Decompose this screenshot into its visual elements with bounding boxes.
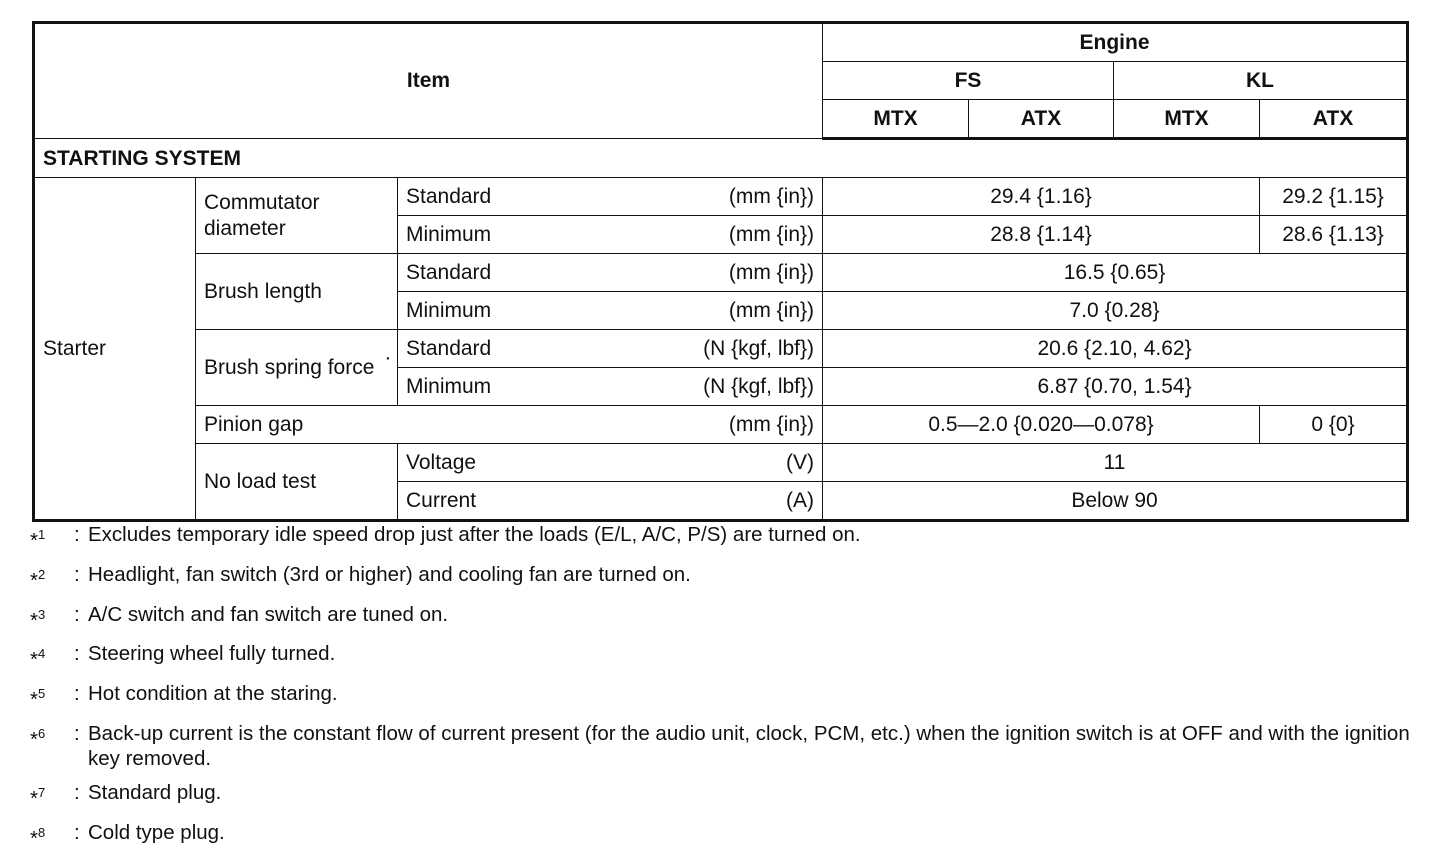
footnote [30, 522, 1430, 553]
footnote [30, 780, 1430, 811]
colon: : [74, 820, 80, 844]
footnote-number: 1 [37, 527, 46, 542]
spec-type-cell [398, 368, 823, 406]
footnote-text: Standard plug. [88, 781, 222, 805]
spec-value: 20.6 {2.10, 4.62} [823, 330, 1408, 368]
spec-value-kl-atx: 0 {0} [1260, 406, 1408, 444]
footnote-number: 4 [37, 646, 46, 662]
table-row [34, 444, 1408, 482]
footnote-text: A/C switch and fan switch are tuned on. [88, 602, 449, 626]
spec-type: Current [406, 488, 477, 512]
pinion-gap-label: Pinion gap [204, 412, 304, 436]
spec-value: 0.5—2.0 {0.020—0.078} [823, 406, 1260, 444]
section-title: STARTING SYSTEM [34, 139, 1408, 178]
colon: : [74, 722, 80, 746]
engine-header: Engine [823, 23, 1408, 62]
colon: : [74, 602, 80, 626]
footnote [30, 820, 1430, 851]
footnote-mark [30, 562, 74, 593]
footnote-text: Steering wheel fully turned. [88, 642, 336, 666]
fs-header: FS [823, 62, 1114, 100]
spec-type-cell [398, 330, 823, 368]
footnote-mark [30, 780, 74, 811]
spec-value-kl-atx: 29.2 {1.15} [1260, 178, 1408, 216]
footnote-text: Hot condition at the staring. [88, 682, 338, 706]
brush-length-label: Brush length [196, 254, 398, 330]
starter-label: Starter [34, 178, 196, 521]
colon: : [74, 642, 80, 666]
asterisk: * [30, 528, 38, 552]
asterisk: * [30, 786, 38, 810]
colon: : [74, 562, 80, 586]
no-load-test-label: No load test [196, 444, 398, 521]
spec-type-cell [398, 178, 823, 216]
spec-unit: (V) [786, 450, 815, 474]
pinion-gap-cell [196, 406, 823, 444]
table-row [34, 254, 1408, 292]
spec-type-cell [398, 254, 823, 292]
footnote-text: Cold type plug. [88, 820, 225, 844]
spec-type: Standard [406, 184, 492, 208]
footnote-number: 8 [37, 824, 46, 840]
footnote [30, 562, 1430, 593]
asterisk: * [30, 688, 38, 712]
asterisk: * [30, 727, 38, 751]
footnote-mark [30, 681, 74, 712]
spec-type: Minimum [406, 222, 492, 246]
table-row [34, 178, 1408, 216]
colon: : [74, 523, 80, 546]
footnote [30, 681, 1430, 712]
spec-type: Minimum [406, 374, 492, 398]
asterisk: * [30, 826, 38, 850]
brush-spring-force-cell [196, 330, 398, 406]
spec-type-cell [398, 482, 823, 521]
table-row [34, 406, 1408, 444]
spec-unit: (mm {in}) [728, 222, 815, 246]
spec-unit: (mm {in}) [728, 298, 815, 322]
kl-header: KL [1114, 62, 1408, 100]
spec-value: Below 90 [823, 482, 1408, 521]
spec-type-cell [398, 292, 823, 330]
spec-value: 16.5 {0.65} [823, 254, 1408, 292]
footnote [30, 721, 1430, 771]
footnote-text: Headlight, fan switch (3rd or higher) and cooling fan are turned on. [88, 562, 691, 586]
spec-unit: (N {kgf, lbf}) [703, 336, 815, 360]
colon: : [74, 682, 80, 706]
footnote-mark [30, 641, 74, 672]
spec-unit: (mm {in}) [728, 260, 815, 284]
stray-mark: · [384, 345, 392, 369]
footnote-number: 7 [37, 785, 46, 801]
spec-unit: (N {kgf, lbf}) [703, 374, 815, 398]
commutator-diameter-label: Commutator diameter [196, 178, 398, 254]
footnote-number: 6 [37, 726, 46, 742]
kl-mtx-header: MTX [1114, 100, 1260, 139]
spec-type: Standard [406, 336, 492, 360]
spec-type: Minimum [406, 298, 492, 322]
spec-type: Standard [406, 260, 492, 284]
footnote [30, 641, 1430, 672]
spec-type: Voltage [406, 450, 477, 474]
footnote [30, 602, 1430, 633]
starting-system-spec-table [32, 21, 1409, 522]
asterisk: * [30, 648, 38, 672]
fs-mtx-header: MTX [823, 100, 969, 139]
spec-value: 28.8 {1.14} [823, 216, 1260, 254]
footnote-mark [30, 602, 74, 633]
item-header: Item [34, 23, 823, 139]
footnote-mark [30, 820, 74, 851]
brush-spring-force-label: Brush spring force [204, 355, 375, 379]
asterisk: * [30, 608, 38, 632]
spec-unit: (mm {in}) [728, 412, 815, 436]
spec-value: 29.4 {1.16} [823, 178, 1260, 216]
kl-atx-header: ATX [1260, 100, 1408, 139]
footnote-mark [30, 522, 74, 553]
footnote-text: Excludes temporary idle speed drop just after the loads (E/L, A/C, P/S) are turned on. [88, 523, 861, 546]
table-row [34, 330, 1408, 368]
footnote-number: 2 [37, 566, 46, 582]
footnote-text: Back-up current is the constant flow of current present (for the audio unit, clock, PCM, etc.) when the ignition switch is at OFF and with the ignition key removed. [88, 722, 1410, 771]
spec-unit: (A) [786, 488, 815, 512]
colon: : [74, 781, 80, 805]
footnotes [30, 522, 1430, 860]
spec-value-kl-atx: 28.6 {1.13} [1260, 216, 1408, 254]
asterisk: * [30, 568, 38, 592]
spec-type-cell [398, 216, 823, 254]
spec-value: 11 [823, 444, 1408, 482]
spec-value: 6.87 {0.70, 1.54} [823, 368, 1408, 406]
spec-unit: (mm {in}) [728, 184, 815, 208]
footnote-number: 5 [37, 686, 46, 702]
spec-value: 7.0 {0.28} [823, 292, 1408, 330]
footnote-number: 3 [37, 606, 46, 622]
footnote-mark [30, 721, 74, 771]
fs-atx-header: ATX [969, 100, 1114, 139]
spec-type-cell [398, 444, 823, 482]
